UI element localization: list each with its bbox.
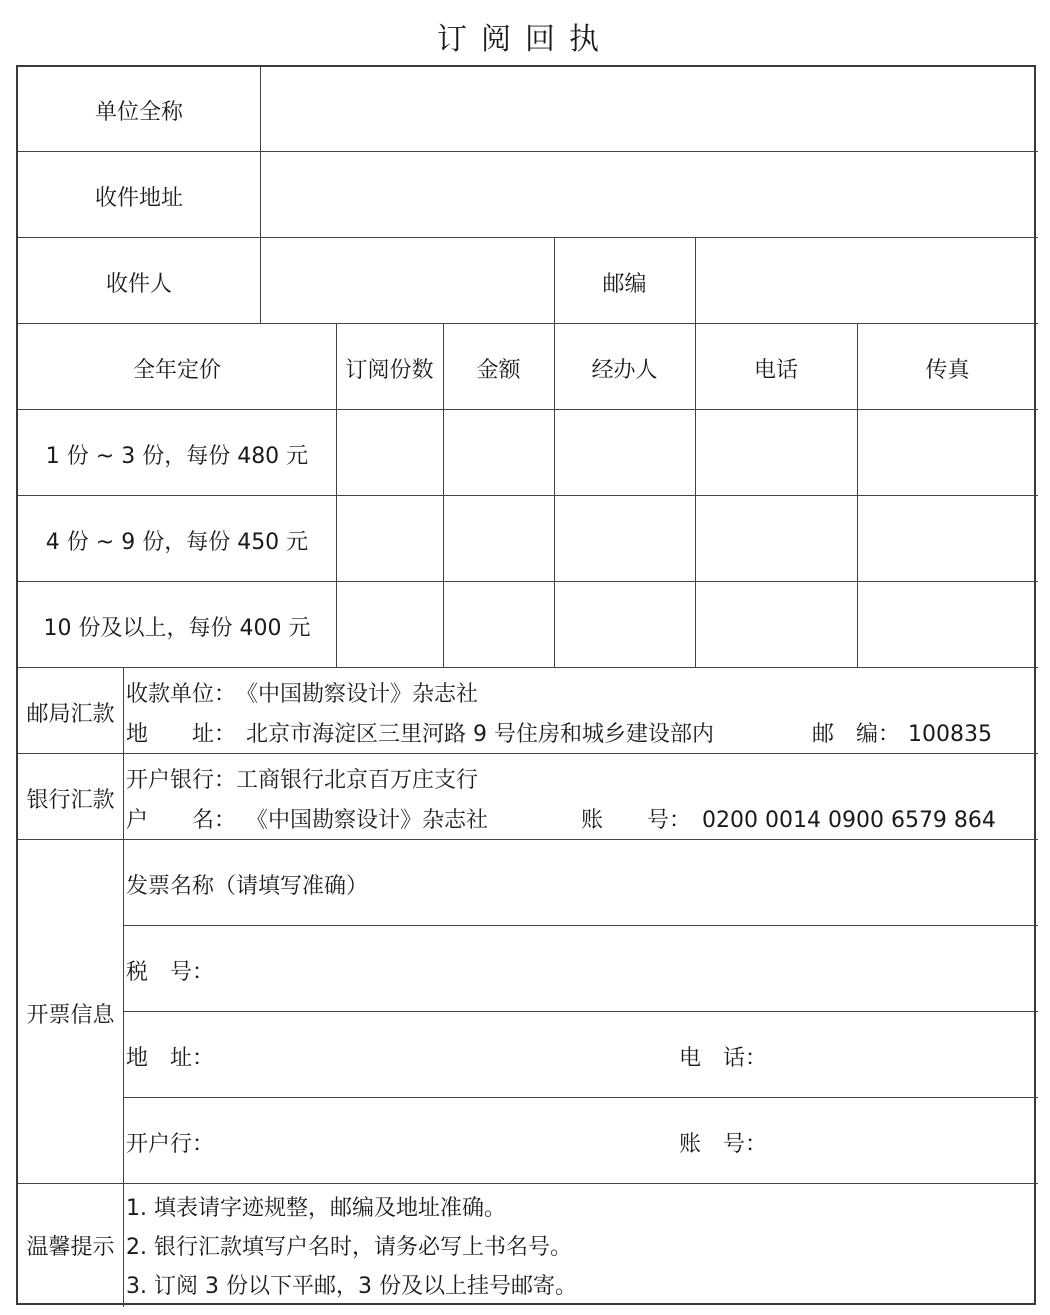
invoice-tax-field[interactable] — [218, 929, 1036, 1011]
bank-remit-bank: 工商银行北京百万庄支行 — [236, 768, 479, 793]
invoice-name-label: 发票名称（请填写准确） — [126, 874, 369, 899]
invoice-tax-label: 税 号： — [126, 960, 215, 985]
form-title: 订阅回执 — [437, 22, 613, 57]
tier1-amount-field[interactable] — [445, 411, 552, 495]
invoice-address-label: 地 址： — [126, 1046, 215, 1071]
post-remit-postcode-label: 邮 编： — [812, 722, 901, 747]
bank-remit-account-no-label: 账 号： — [581, 808, 692, 833]
copies-header: 订阅份数 — [345, 357, 434, 383]
tier1-handler-field[interactable] — [556, 411, 693, 495]
bank-remit-account-name: 《中国勘察设计》杂志社 — [246, 808, 489, 833]
invoice-address-field[interactable] — [218, 1015, 668, 1097]
bank-remit-bank-label: 开户银行： — [126, 768, 237, 793]
tier3-amount-field[interactable] — [445, 583, 552, 667]
price-tier-2: 4 份 ~ 9 份，每份 450 元 — [45, 529, 309, 555]
invoice-phone-field[interactable] — [770, 1015, 1036, 1097]
invoice-bank-label: 开户行： — [126, 1132, 215, 1157]
tier2-phone-field[interactable] — [697, 497, 855, 581]
tier1-fax-field[interactable] — [859, 411, 1036, 495]
post-remit-label: 邮局汇款 — [26, 701, 115, 727]
invoice-label: 开票信息 — [26, 1002, 115, 1028]
post-remit-address: 北京市海淀区三里河路 9 号住房和城乡建设部内 — [246, 722, 714, 747]
price-tier-3: 10 份及以上，每份 400 元 — [43, 615, 311, 641]
annual-price-header: 全年定价 — [132, 357, 221, 383]
tier1-phone-field[interactable] — [697, 411, 855, 495]
bank-remit-account-no: 0200 0014 0900 6579 864 — [702, 808, 996, 833]
invoice-phone-label: 电 话： — [679, 1046, 768, 1071]
amount-header: 金额 — [476, 357, 521, 383]
subscription-form — [16, 65, 1036, 1305]
tier2-copies-field[interactable] — [338, 497, 441, 581]
tips-label: 温馨提示 — [26, 1234, 115, 1260]
tip-item-1: 1. 填表请字迹规整，邮编及地址准确。 — [126, 1196, 506, 1221]
tip-item-2: 2. 银行汇款填写户名时，请务必写上书名号。 — [126, 1235, 572, 1260]
tier3-copies-field[interactable] — [338, 583, 441, 667]
invoice-account-label: 账 号： — [679, 1132, 768, 1157]
tier2-handler-field[interactable] — [556, 497, 693, 581]
post-remit-payee: 《中国勘察设计》杂志社 — [236, 682, 479, 707]
recipient-label: 收件人 — [105, 271, 172, 297]
tier3-handler-field[interactable] — [556, 583, 693, 667]
recipient-field[interactable] — [262, 241, 552, 323]
tip-item-3: 3. 订阅 3 份以下平邮，3 份及以上挂号邮寄。 — [126, 1274, 577, 1299]
invoice-name-field[interactable] — [126, 843, 1036, 925]
post-remit-postcode: 100835 — [908, 722, 992, 747]
tier3-phone-field[interactable] — [697, 583, 855, 667]
tier2-amount-field[interactable] — [445, 497, 552, 581]
postcode-field[interactable] — [697, 241, 1036, 323]
handler-header: 经办人 — [591, 357, 658, 383]
bank-remit-label: 银行汇款 — [26, 787, 115, 813]
postcode-label: 邮编 — [602, 271, 647, 297]
fax-header: 传真 — [925, 357, 970, 383]
unit-name-field[interactable] — [262, 69, 1036, 151]
post-remit-payee-label: 收款单位： — [126, 682, 237, 707]
phone-header: 电话 — [753, 357, 798, 383]
address-label: 收件地址 — [94, 185, 183, 211]
unit-name-label: 单位全称 — [94, 99, 183, 125]
invoice-bank-field[interactable] — [218, 1101, 668, 1183]
price-tier-1: 1 份 ~ 3 份，每份 480 元 — [45, 443, 309, 469]
invoice-account-field[interactable] — [770, 1101, 1036, 1183]
bank-remit-account-name-label: 户 名： — [126, 808, 237, 833]
address-field[interactable] — [262, 155, 1036, 237]
tier2-fax-field[interactable] — [859, 497, 1036, 581]
post-remit-address-label: 地 址： — [126, 722, 237, 747]
tier3-fax-field[interactable] — [859, 583, 1036, 667]
tier1-copies-field[interactable] — [338, 411, 441, 495]
